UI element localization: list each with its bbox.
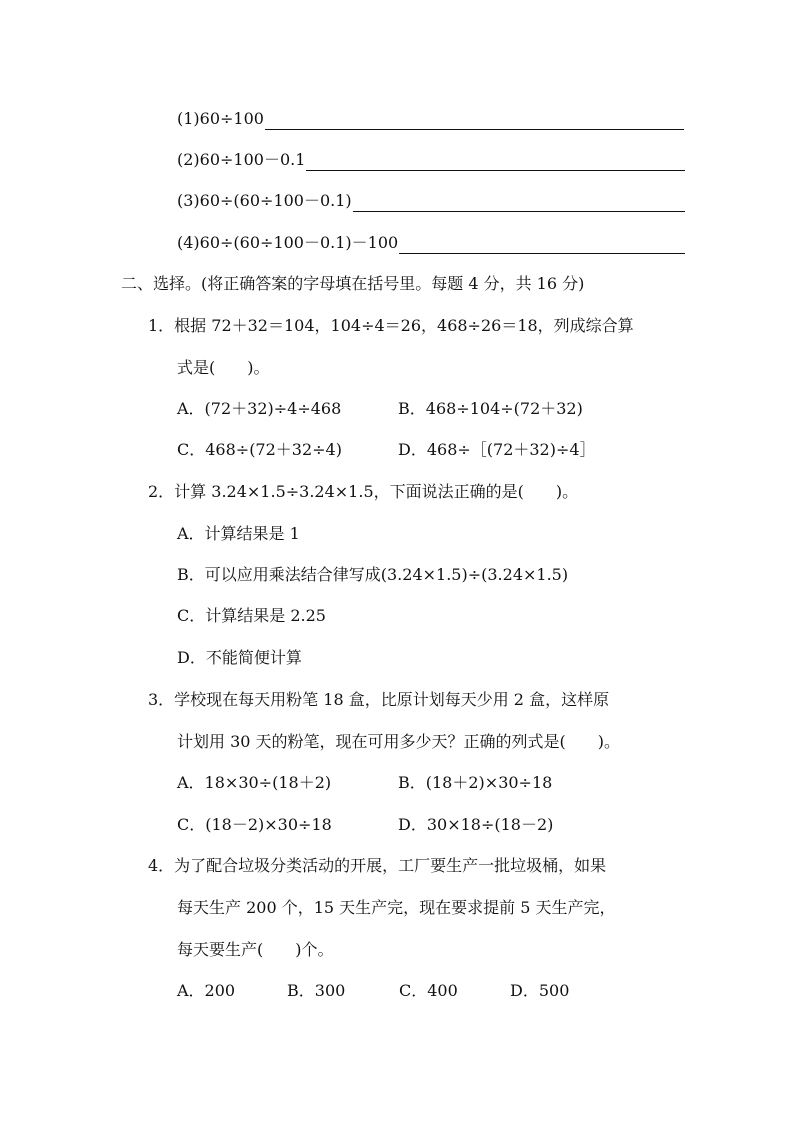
- answer-blank[interactable]: [353, 195, 685, 212]
- question-2-option-c[interactable]: C．计算结果是 2.25: [177, 606, 326, 625]
- question-3-option-c[interactable]: C．(18－2)×30÷18: [177, 815, 332, 834]
- question-3-option-d[interactable]: D．30×18÷(18－2): [398, 815, 554, 834]
- question-1-text: 式是( )。: [177, 358, 270, 377]
- question-4-option-c[interactable]: C．400: [399, 981, 458, 1000]
- calc-expression: (2)60÷100－0.1: [177, 150, 306, 169]
- question-4-text: 每天要生产( )个。: [177, 940, 334, 959]
- question-1-text: 1．根据 72＋32＝104，104÷4＝26，468÷26＝18，列成综合算: [148, 316, 634, 335]
- question-2-option-b[interactable]: B．可以应用乘法结合律写成(3.24×1.5)÷(3.24×1.5): [177, 565, 569, 584]
- calc-expression: (4)60÷(60÷100－0.1)－100: [177, 233, 399, 252]
- question-4-option-d[interactable]: D．500: [510, 981, 570, 1000]
- question-3-text: 计划用 30 天的粉笔，现在可用多少天？正确的列式是( )。: [177, 732, 621, 751]
- calc-expression: (3)60÷(60÷100－0.1): [177, 191, 352, 210]
- question-1-option-a[interactable]: A．(72＋32)÷4÷468: [177, 399, 342, 418]
- question-2-option-a[interactable]: A．计算结果是 1: [177, 524, 300, 543]
- question-2-option-d[interactable]: D．不能简便计算: [177, 648, 302, 667]
- section-title: 二、选择。(将正确答案的字母填在括号里。每题 4 分，共 16 分): [121, 274, 585, 293]
- question-4-text: 4．为了配合垃圾分类活动的开展，工厂要生产一批垃圾桶，如果: [148, 856, 607, 875]
- question-2-text: 2．计算 3.24×1.5÷3.24×1.5，下面说法正确的是( )。: [148, 482, 579, 501]
- question-3-option-a[interactable]: A．18×30÷(18＋2): [177, 773, 332, 792]
- calc-expression: (1)60÷100: [177, 109, 264, 128]
- question-1-option-b[interactable]: B．468÷104÷(72＋32): [398, 399, 583, 418]
- answer-blank[interactable]: [265, 113, 684, 130]
- question-3-text: 3．学校现在每天用粉笔 18 盒，比原计划每天少用 2 盒，这样原: [148, 690, 610, 709]
- question-1-option-d[interactable]: D．468÷［(72＋32)÷4］: [398, 440, 596, 459]
- question-4-option-a[interactable]: A．200: [177, 981, 236, 1000]
- question-4-text: 每天生产 200 个，15 天生产完，现在要求提前 5 天生产完，: [177, 898, 616, 917]
- question-4-option-b[interactable]: B．300: [287, 981, 346, 1000]
- question-3-option-b[interactable]: B．(18＋2)×30÷18: [398, 773, 553, 792]
- question-1-option-c[interactable]: C．468÷(72＋32÷4): [177, 440, 342, 459]
- calc-row-1: [177, 108, 684, 130]
- answer-blank[interactable]: [399, 237, 685, 254]
- calc-row-3: [177, 190, 685, 212]
- answer-blank[interactable]: [306, 154, 685, 171]
- calc-row-2: [177, 149, 685, 171]
- calc-row-4: [177, 232, 685, 254]
